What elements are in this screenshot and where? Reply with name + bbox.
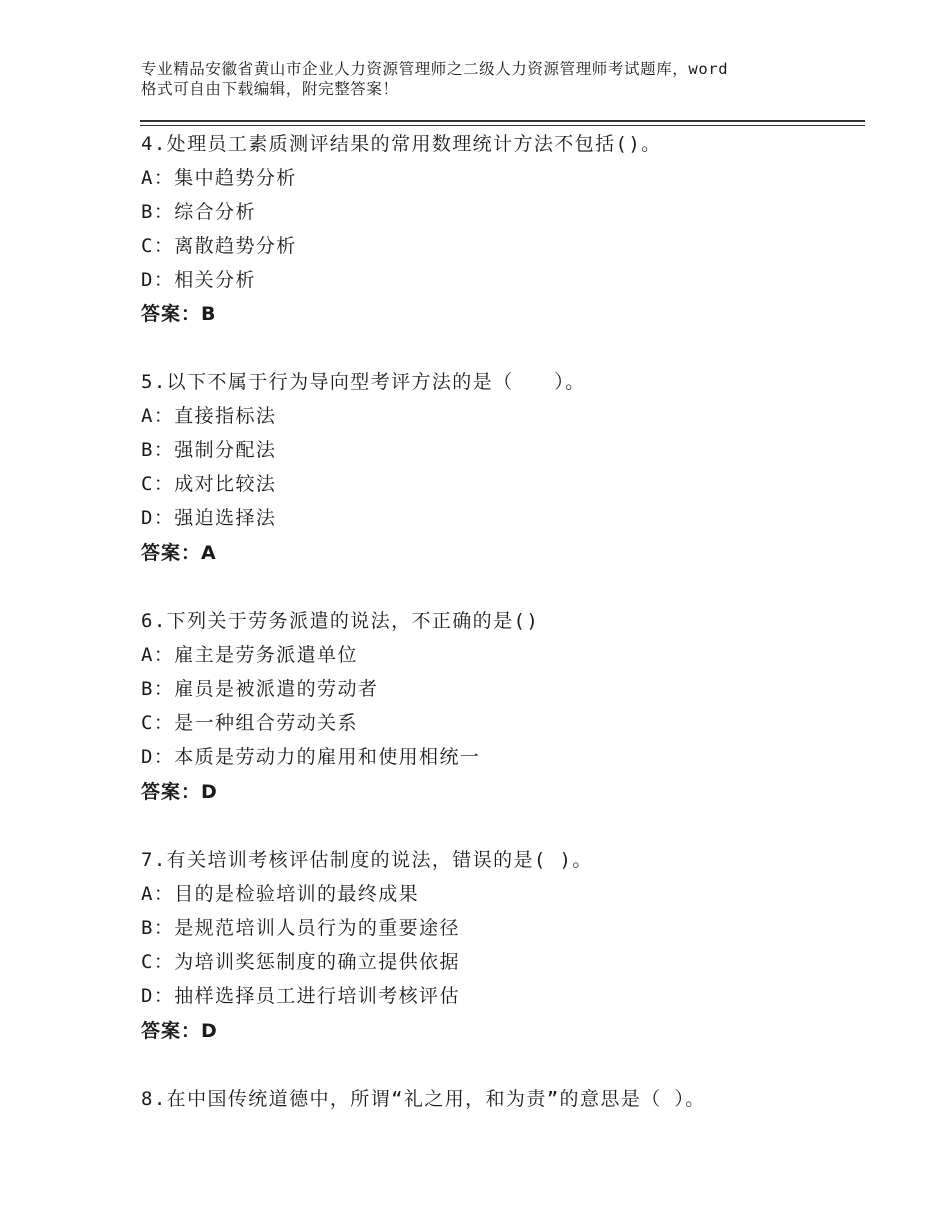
option-d: D：强迫选择法 bbox=[141, 507, 277, 529]
option-b: B：是规范培训人员行为的重要途径 bbox=[141, 917, 460, 939]
option-c: C：成对比较法 bbox=[141, 473, 277, 495]
question-stem: 4.处理员工素质测评结果的常用数理统计方法不包括()。 bbox=[141, 133, 662, 155]
answer-label: 答案：D bbox=[141, 781, 218, 803]
answer-label: 答案：B bbox=[141, 303, 217, 325]
option-c: C：离散趋势分析 bbox=[141, 235, 297, 257]
option-b: B：雇员是被派遣的劳动者 bbox=[141, 678, 379, 700]
option-a: A：集中趋势分析 bbox=[141, 167, 297, 189]
option-d: D：相关分析 bbox=[141, 269, 256, 291]
answer-label: 答案：A bbox=[141, 542, 217, 564]
option-c: C：为培训奖惩制度的确立提供依据 bbox=[141, 951, 460, 973]
header-title-line-1: 专业精品安徽省黄山市企业人力资源管理师之二级人力资源管理师考试题库，word bbox=[141, 60, 729, 78]
option-b: B：强制分配法 bbox=[141, 439, 277, 461]
question-stem: 5.以下不属于行为导向型考评方法的是（ ）。 bbox=[141, 371, 586, 393]
question-stem: 7.有关培训考核评估制度的说法，错误的是( )。 bbox=[141, 849, 593, 871]
option-a: A：目的是检验培训的最终成果 bbox=[141, 883, 420, 905]
option-b: B：综合分析 bbox=[141, 201, 256, 223]
option-d: D：抽样选择员工进行培训考核评估 bbox=[141, 985, 460, 1007]
question-stem: 6.下列关于劳务派遣的说法，不正确的是() bbox=[141, 610, 540, 632]
question-stem: 8.在中国传统道德中，所谓“礼之用，和为责”的意思是（ ）。 bbox=[141, 1088, 706, 1110]
option-d: D：本质是劳动力的雇用和使用相统一 bbox=[141, 746, 481, 768]
header-divider-thick bbox=[140, 120, 865, 122]
option-a: A：直接指标法 bbox=[141, 405, 277, 427]
header-title-line-2: 格式可自由下载编辑，附完整答案！ bbox=[141, 80, 399, 98]
option-a: A：雇主是劳务派遣单位 bbox=[141, 644, 358, 666]
answer-label: 答案：D bbox=[141, 1020, 218, 1042]
option-c: C：是一种组合劳动关系 bbox=[141, 712, 358, 734]
header-divider-thin bbox=[140, 125, 865, 126]
